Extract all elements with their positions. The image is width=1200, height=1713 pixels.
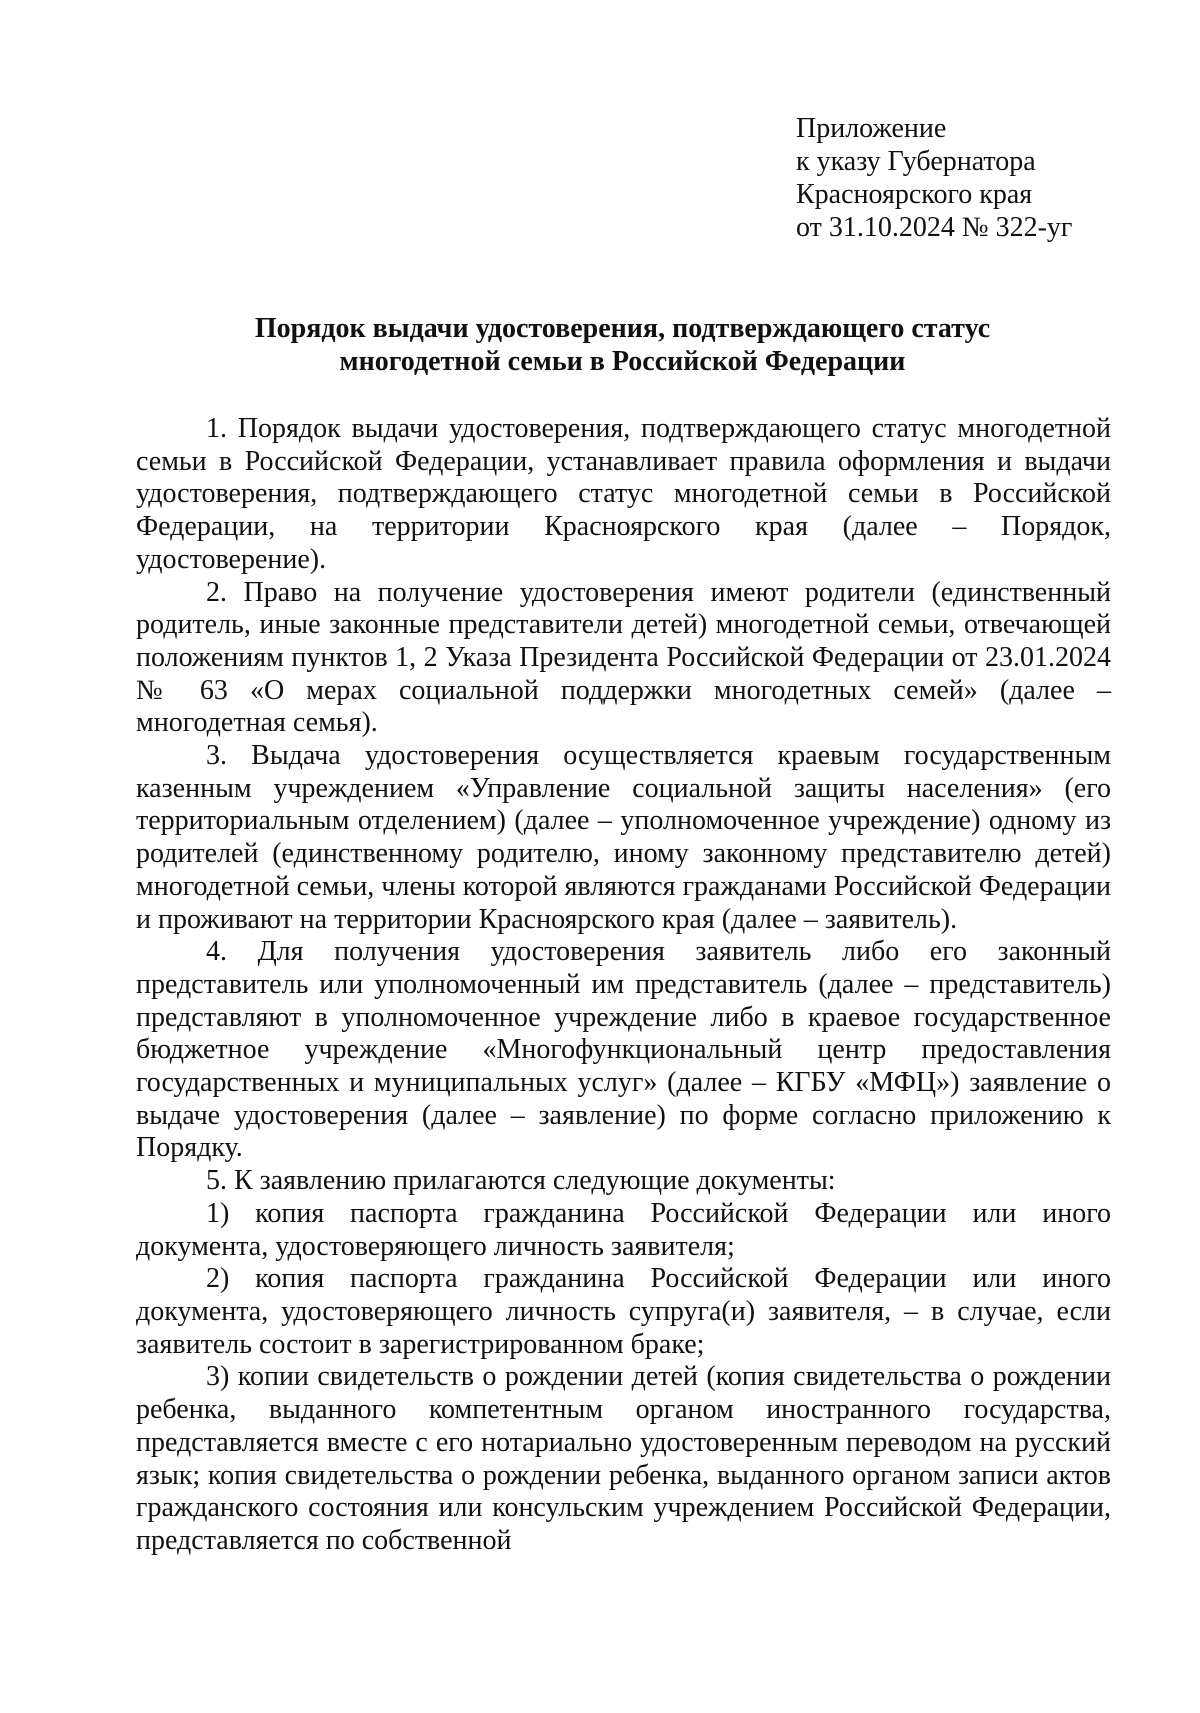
title-line: многодетной семьи в Российской Федерации: [339, 346, 906, 377]
appendix-line: к указу Губернатора: [796, 146, 1036, 177]
appendix-block: [796, 112, 1072, 244]
document-title: [135, 312, 1110, 378]
paragraph-2: 2. Право на получение удостоверения имеют родители (единственный родитель, иные законные представители детей) многодетной семьи, отвечающей положениям пунктов 1, 2 Указа Президента Российской Федерации от 23.01.2024 № 63 «О мерах социальной поддержки многодетных семей» (далее – многодетная семья).: [136, 576, 1111, 739]
title-line: Порядок выдачи удостоверения, подтверждающего статус: [254, 313, 991, 344]
paragraph-3: 3. Выдача удостоверения осуществляется краевым государственным казенным учреждением «Управление социальной защиты населения» (его территориальным отделением) (далее – уполномоченное учреждение) одному из родителей (единственному родителю, иному законному представителю детей) многодетной семьи, члены которой являются гражданами Российской Федерации и проживают на территории Красноярского края (далее – заявитель).: [136, 740, 1111, 935]
appendix-line: Приложение: [796, 113, 947, 144]
appendix-line: от 31.10.2024 № 322-уг: [796, 212, 1073, 243]
paragraph-1: 1. Порядок выдачи удостоверения, подтверждающего статус многодетной семьи в Российской Федерации, устанавливает правила оформления и выдачи удостоверения, подтверждающего статус многодетной семьи в Российской Федерации, на территории Красноярского края (далее – Порядок, удостоверение).: [136, 413, 1111, 575]
list-item-3: 3) копии свидетельств о рождении детей (копия свидетельства о рождении ребенка, выданного компетентным органом иностранного государства, представляется вместе с его нотариально удостоверенным переводом на русский язык; копия свидетельства о рождении ребенка, выданного органом записи актов гражданского состояния или консульским учреждением Российской Федерации, представляется по собственной: [136, 1361, 1111, 1556]
appendix-line: Красноярского края: [796, 179, 1033, 210]
document-body: [136, 413, 1111, 1558]
paragraph-4: 4. Для получения удостоверения заявитель либо его законный представитель или уполномоченный им представитель (далее – представитель) представляют в уполномоченное учреждение либо в краевое государственное бюджетное учреждение «Многофункциональный центр предоставления государственных и муниципальных услуг» (далее – КГБУ «МФЦ») заявление о выдаче удостоверения (далее – заявление) по форме согласно приложению к Порядку.: [136, 936, 1111, 1164]
list-item-2: 2) копия паспорта гражданина Российской Федерации или иного документа, удостоверяющего личность супруга(и) заявителя, – в случае, если заявитель состоит в зарегистрированном браке;: [136, 1263, 1111, 1360]
paragraph-5: 5. К заявлению прилагаются следующие документы:: [206, 1165, 836, 1197]
list-item-1: 1) копия паспорта гражданина Российской Федерации или иного документа, удостоверяющего личность заявителя;: [136, 1197, 1111, 1262]
